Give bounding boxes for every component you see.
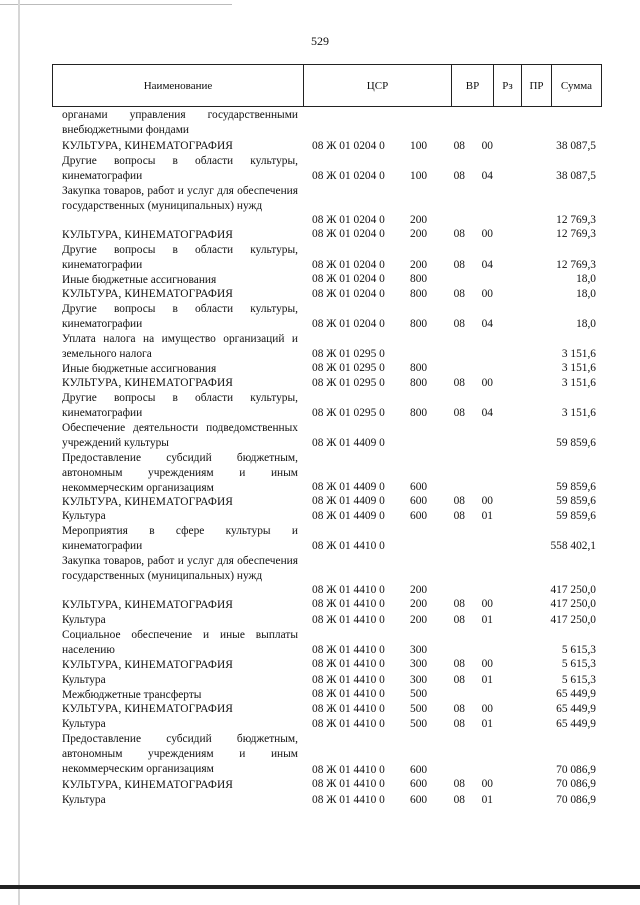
table-row: [0, 302, 640, 332]
row-name: КУЛЬТУРА, КИНЕМАТОГРАФИЯ: [62, 229, 233, 241]
row-vr: 300: [410, 674, 428, 687]
row-pr: 04: [481, 318, 493, 331]
row-sum: 59 859,6: [556, 437, 596, 450]
table-row: [0, 451, 640, 495]
row-rz: 08: [453, 259, 465, 272]
row-csr: 08 Ж 01 0204 0: [312, 228, 385, 241]
row-csr: 08 Ж 01 4409 0: [312, 510, 385, 523]
row-pr: 04: [481, 259, 493, 272]
header-pr: ПР: [522, 65, 552, 106]
row-csr: 08 Ж 01 4409 0: [312, 481, 385, 494]
row-csr: 08 Ж 01 4410 0: [312, 718, 385, 731]
row-vr: 600: [410, 510, 428, 523]
row-csr: 08 Ж 01 4410 0: [312, 703, 385, 716]
row-name: Социальное обеспечение и иные выплаты населению: [62, 629, 298, 656]
row-sum: 59 859,6: [556, 495, 596, 508]
table-row: [0, 287, 640, 302]
row-name: Культура: [62, 510, 106, 522]
header-sum: Сумма: [560, 79, 593, 92]
row-rz: 08: [453, 318, 465, 331]
row-csr: 08 Ж 01 0204 0: [312, 170, 385, 183]
row-name: Мероприятия в сфере культуры и кинематографии: [62, 525, 298, 552]
row-csr: 08 Ж 01 4410 0: [312, 598, 385, 611]
row-sum: 417 250,0: [550, 584, 596, 597]
row-rz: 08: [453, 495, 465, 508]
row-vr: 800: [410, 318, 428, 331]
row-sum: 70 086,9: [556, 764, 596, 777]
table-row: [0, 778, 640, 792]
row-sum: 70 086,9: [556, 794, 596, 807]
row-name: Иные бюджетные ассигнования: [62, 363, 217, 375]
row-sum: 3 151,6: [561, 362, 596, 375]
row-sum: 18,0: [576, 273, 596, 286]
row-csr: 08 Ж 01 4410 0: [312, 794, 385, 807]
row-sum: 558 402,1: [550, 540, 596, 553]
row-name: Культура: [62, 674, 106, 686]
row-sum: 12 769,3: [556, 259, 596, 272]
row-pr: 00: [481, 495, 493, 508]
row-vr: 600: [410, 794, 428, 807]
row-sum: 70 086,9: [556, 778, 596, 791]
row-name: Культура: [62, 794, 106, 806]
header-rz: Рз: [494, 65, 522, 106]
row-name: Межбюджетные трансферты: [62, 689, 202, 701]
scan-edge-bottom: [0, 885, 640, 889]
table-row: [0, 702, 640, 717]
row-sum: 65 449,9: [556, 718, 596, 731]
row-vr: 200: [410, 614, 428, 627]
row-pr: 01: [481, 718, 493, 731]
table-row: [0, 495, 640, 509]
table-row: [0, 732, 640, 778]
row-csr: 08 Ж 01 0204 0: [312, 288, 385, 301]
row-pr: 00: [481, 377, 493, 390]
table-row: [0, 717, 640, 732]
row-name: органами управления государственными внебюджетными фондами: [62, 109, 298, 136]
row-vr: 800: [410, 377, 428, 390]
row-vr: 600: [410, 778, 428, 791]
row-vr: 600: [410, 495, 428, 508]
table-row: [0, 628, 640, 658]
row-rz: 08: [453, 674, 465, 687]
row-csr: 08 Ж 01 4409 0: [312, 437, 385, 450]
table-row: [0, 376, 640, 391]
table-row: [0, 184, 640, 228]
row-name: Культура: [62, 614, 106, 626]
row-vr: 800: [410, 288, 428, 301]
row-rz: 08: [453, 794, 465, 807]
table-row: [0, 524, 640, 554]
row-csr: 08 Ж 01 4410 0: [312, 778, 385, 791]
row-pr: 00: [481, 598, 493, 611]
table-row: [0, 554, 640, 598]
row-sum: 38 087,5: [556, 140, 596, 153]
row-name: Другие вопросы в области культуры, кинематографии: [62, 244, 298, 271]
row-csr: 08 Ж 01 4410 0: [312, 614, 385, 627]
header-name: Наименование: [53, 65, 304, 106]
row-vr: 300: [410, 644, 428, 657]
row-sum: 417 250,0: [550, 614, 596, 627]
row-name: КУЛЬТУРА, КИНЕМАТОГРАФИЯ: [62, 703, 233, 715]
row-name: Закупка товаров, работ и услуг для обеспечения государственных (муниципальных) нужд: [62, 555, 298, 582]
table-row: [0, 108, 640, 136]
row-vr: 600: [410, 764, 428, 777]
row-pr: 01: [481, 614, 493, 627]
table-row: [0, 793, 640, 808]
table-row: [0, 139, 640, 154]
row-sum: 18,0: [576, 318, 596, 331]
row-vr: 500: [410, 718, 428, 731]
row-name: Закупка товаров, работ и услуг для обеспечения государственных (муниципальных) нужд: [62, 185, 298, 212]
row-csr: 08 Ж 01 4410 0: [312, 764, 385, 777]
row-csr: 08 Ж 01 4410 0: [312, 674, 385, 687]
page-number: 529: [311, 34, 329, 48]
row-sum: 3 151,6: [561, 377, 596, 390]
table-row: [0, 362, 640, 376]
row-vr: 500: [410, 688, 428, 701]
row-vr: 800: [410, 407, 428, 420]
row-sum: 59 859,6: [556, 481, 596, 494]
row-sum: 38 087,5: [556, 170, 596, 183]
row-rz: 08: [453, 658, 465, 671]
row-csr: 08 Ж 01 0295 0: [312, 348, 385, 361]
row-name: Другие вопросы в области культуры, кинематографии: [62, 392, 298, 419]
table-row: [0, 613, 640, 628]
row-csr: 08 Ж 01 0295 0: [312, 377, 385, 390]
row-pr: 04: [481, 170, 493, 183]
row-name: КУЛЬТУРА, КИНЕМАТОГРАФИЯ: [62, 599, 233, 611]
table-row: [0, 509, 640, 524]
row-vr: 500: [410, 703, 428, 716]
row-csr: 08 Ж 01 4409 0: [312, 495, 385, 508]
row-sum: 3 151,6: [561, 407, 596, 420]
row-pr: 00: [481, 778, 493, 791]
row-name: КУЛЬТУРА, КИНЕМАТОГРАФИЯ: [62, 377, 233, 389]
table-row: [0, 154, 640, 184]
row-vr: 100: [410, 170, 428, 183]
row-pr: 01: [481, 674, 493, 687]
table-row: [0, 673, 640, 688]
row-pr: 00: [481, 288, 493, 301]
row-sum: 3 151,6: [561, 348, 596, 361]
row-name: Иные бюджетные ассигнования: [62, 274, 217, 286]
row-pr: 01: [481, 510, 493, 523]
row-rz: 08: [453, 778, 465, 791]
row-rz: 08: [453, 510, 465, 523]
row-name: Предоставление субсидий бюджетным, автономным учреждениям и иным некоммерческим организациям: [62, 733, 298, 775]
row-name: Культура: [62, 718, 106, 730]
row-sum: 12 769,3: [556, 214, 596, 227]
row-csr: 08 Ж 01 0204 0: [312, 259, 385, 272]
row-name: Другие вопросы в области культуры, кинематографии: [62, 303, 298, 330]
row-name: КУЛЬТУРА, КИНЕМАТОГРАФИЯ: [62, 779, 233, 791]
row-pr: 00: [481, 658, 493, 671]
table-row: [0, 243, 640, 273]
row-pr: 00: [481, 140, 493, 153]
row-sum: 65 449,9: [556, 703, 596, 716]
row-vr: 800: [410, 362, 428, 375]
row-vr: 800: [410, 273, 428, 286]
row-sum: 5 615,3: [561, 658, 596, 671]
table-row: [0, 421, 640, 451]
row-csr: 08 Ж 01 4410 0: [312, 658, 385, 671]
row-vr: 200: [410, 598, 428, 611]
row-csr: 08 Ж 01 0204 0: [312, 318, 385, 331]
row-sum: 5 615,3: [561, 674, 596, 687]
row-rz: 08: [453, 718, 465, 731]
row-rz: 08: [453, 598, 465, 611]
table-row: [0, 688, 640, 702]
table-row: [0, 598, 640, 612]
row-sum: 12 769,3: [556, 228, 596, 241]
row-sum: 59 859,6: [556, 510, 596, 523]
row-name: КУЛЬТУРА, КИНЕМАТОГРАФИЯ: [62, 288, 233, 300]
row-vr: 300: [410, 658, 428, 671]
row-name: Уплата налога на имущество организаций и земельного налога: [62, 333, 298, 360]
table-header: [52, 64, 602, 107]
row-csr: 08 Ж 01 4410 0: [312, 540, 385, 553]
header-csr: ЦСР: [304, 65, 452, 106]
row-pr: 01: [481, 794, 493, 807]
row-pr: 04: [481, 407, 493, 420]
row-csr: 08 Ж 01 4410 0: [312, 688, 385, 701]
row-name: КУЛЬТУРА, КИНЕМАТОГРАФИЯ: [62, 659, 233, 671]
row-vr: 200: [410, 214, 428, 227]
row-csr: 08 Ж 01 4410 0: [312, 644, 385, 657]
row-csr: 08 Ж 01 0204 0: [312, 214, 385, 227]
row-name: Обеспечение деятельности подведомственных учреждений культуры: [62, 422, 298, 449]
row-rz: 08: [453, 614, 465, 627]
row-name: Предоставление субсидий бюджетным, автономным учреждениям и иным некоммерческим организациям: [62, 452, 298, 494]
row-csr: 08 Ж 01 0204 0: [312, 273, 385, 286]
table-row: [0, 228, 640, 242]
row-rz: 08: [453, 288, 465, 301]
row-vr: 200: [410, 259, 428, 272]
row-sum: 5 615,3: [561, 644, 596, 657]
table-row: [0, 332, 640, 362]
row-name: Другие вопросы в области культуры, кинематографии: [62, 155, 298, 182]
table-row: [0, 273, 640, 287]
header-vr: ВР: [452, 65, 494, 106]
scan-edge-top: [0, 4, 232, 5]
row-name: КУЛЬТУРА, КИНЕМАТОГРАФИЯ: [62, 140, 233, 152]
row-vr: 100: [410, 140, 428, 153]
row-rz: 08: [453, 377, 465, 390]
row-sum: 65 449,9: [556, 688, 596, 701]
row-name: КУЛЬТУРА, КИНЕМАТОГРАФИЯ: [62, 496, 233, 508]
row-sum: 18,0: [576, 288, 596, 301]
row-rz: 08: [453, 228, 465, 241]
table-row: [0, 391, 640, 421]
row-csr: 08 Ж 01 0295 0: [312, 407, 385, 420]
row-vr: 600: [410, 481, 428, 494]
row-vr: 200: [410, 228, 428, 241]
row-rz: 08: [453, 703, 465, 716]
row-pr: 00: [481, 703, 493, 716]
row-rz: 08: [453, 170, 465, 183]
row-vr: 200: [410, 584, 428, 597]
row-rz: 08: [453, 140, 465, 153]
table-row: [0, 658, 640, 672]
row-csr: 08 Ж 01 0204 0: [312, 140, 385, 153]
row-csr: 08 Ж 01 4410 0: [312, 584, 385, 597]
row-sum: 417 250,0: [550, 598, 596, 611]
row-pr: 00: [481, 228, 493, 241]
row-rz: 08: [453, 407, 465, 420]
row-csr: 08 Ж 01 0295 0: [312, 362, 385, 375]
